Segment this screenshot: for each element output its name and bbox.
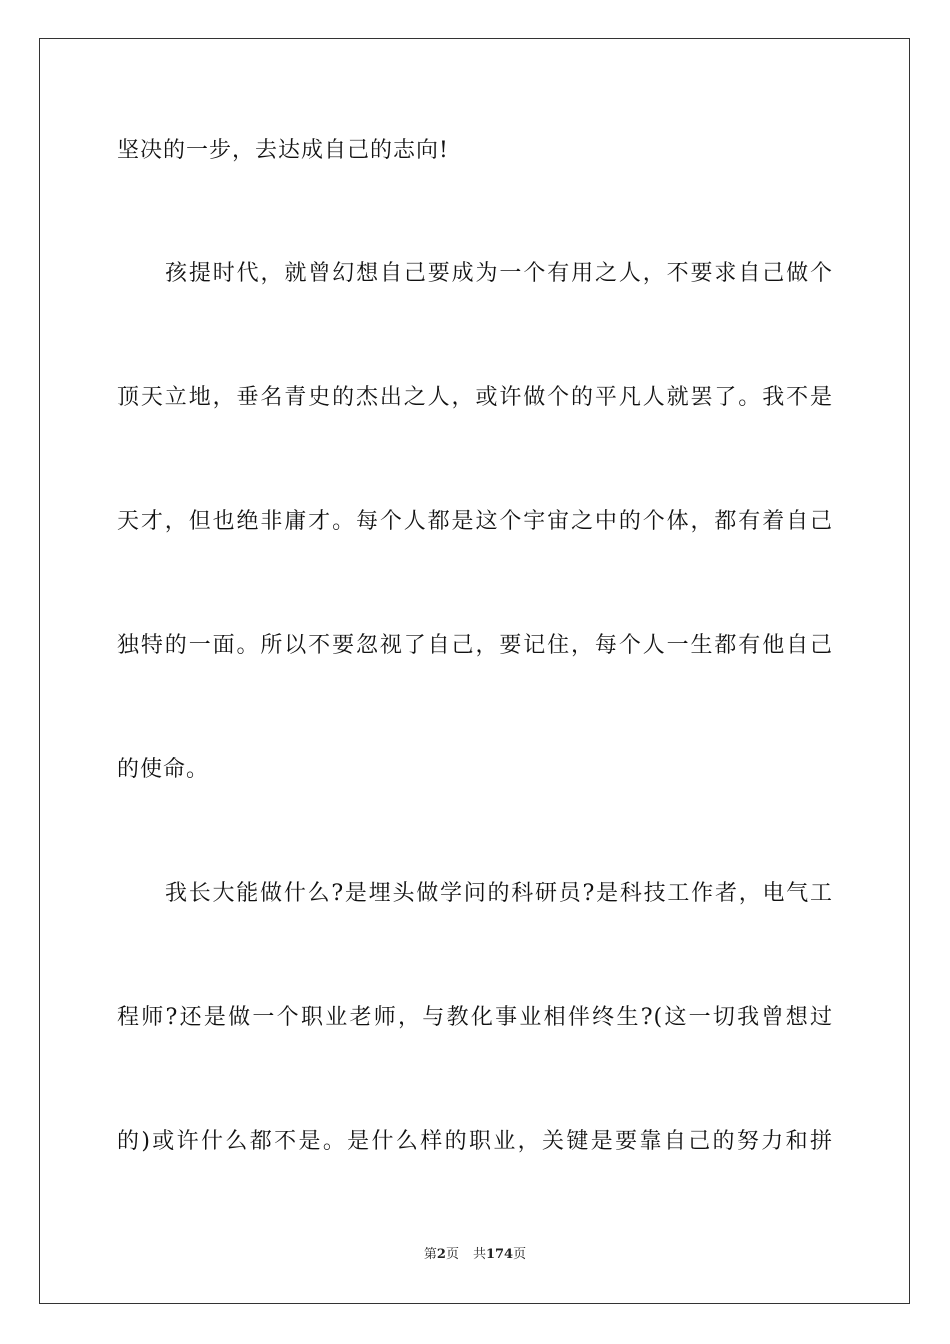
footer-page-suffix: 页 [445,1247,459,1262]
text-line-1: 坚决的一步，去达成自己的志向! [117,138,449,163]
text-line-3: 顶天立地，垂名青史的杰出之人，或许做个的平凡人就罢了。我不是 [117,385,833,410]
page-border [39,38,910,1304]
footer-total-pages: 174 [485,1247,514,1262]
text-line-5: 独特的一面。所以不要忽视了自己，要记住，每个人一生都有他自己 [117,633,833,658]
text-line-4: 天才，但也绝非庸才。每个人都是这个宇宙之中的个体，都有着自己 [117,509,833,534]
footer-page-number: 2 [436,1247,446,1262]
page-footer [0,1246,950,1264]
footer-total-prefix: 共 [472,1247,486,1262]
footer-total-suffix: 页 [513,1247,527,1262]
text-line-7: 我长大能做什么?是埋头做学问的科研员?是科技工作者，电气工 [165,881,833,906]
text-line-9: 的)或许什么都不是。是什么样的职业，关键是要靠自己的努力和拼 [117,1129,833,1154]
footer-page-prefix: 第 [423,1247,437,1262]
text-line-6: 的使命。 [117,757,210,782]
text-line-8: 程师?还是做一个职业老师，与教化事业相伴终生?(这一切我曾想过 [117,1005,833,1030]
text-line-2: 孩提时代，就曾幻想自己要成为一个有用之人，不要求自己做个 [165,261,833,286]
